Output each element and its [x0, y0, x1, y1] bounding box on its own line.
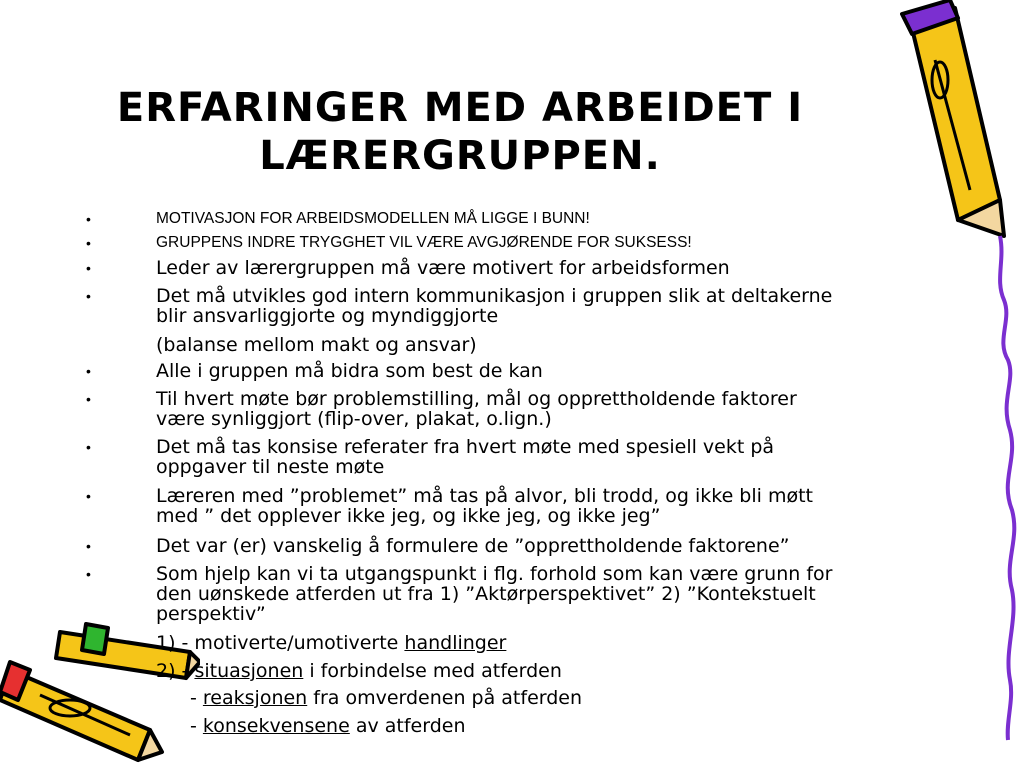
- item-line: Til hvert møte bør problemstilling, mål og opprettholdende faktorer: [156, 388, 797, 410]
- item-text: [156, 486, 916, 526]
- sub-item-text: [156, 661, 916, 681]
- bullet-icon: •: [86, 235, 91, 251]
- item-text: [156, 437, 916, 477]
- item-line: være synliggjort (flip-over, plakat, o.lign.): [156, 408, 552, 430]
- bullet-icon: •: [86, 211, 91, 227]
- sub-item-text: [156, 633, 916, 653]
- item-text: Leder av lærergruppen må være motivert for arbeidsformen: [156, 257, 730, 279]
- title-line-1: ERFARINGER MED ARBEIDET I: [116, 85, 804, 131]
- link-konsekvensene: konsekvensene: [202, 715, 350, 737]
- item-text: Alle i gruppen må bidra som best de kan: [156, 360, 543, 382]
- item-text: [156, 389, 916, 429]
- item-line: med ” det opplever ikke jeg, og ikke jeg, og ikke jeg”: [156, 505, 661, 527]
- item-text: [156, 286, 916, 326]
- bullet-icon: •: [86, 260, 91, 276]
- bullet-icon: •: [86, 538, 91, 554]
- item-line: den uønskede atferden ut fra 1) ”Aktørperspektivet” 2) ”Kontekstuelt: [156, 583, 816, 605]
- item-line: blir ansvarliggjorte og myndiggjorte: [156, 305, 499, 327]
- pencils-left-icon: [0, 600, 200, 768]
- item-text: MOTIVASJON FOR ARBEIDSMODELLEN MÅ LIGGE I BUNN!: [156, 210, 590, 227]
- sub-item-suffix: av atferden: [349, 715, 466, 737]
- slide-title: [60, 84, 860, 180]
- item-text: (balanse mellom makt og ansvar): [156, 334, 477, 356]
- bullet-icon: •: [86, 488, 91, 504]
- sub-item-prefix: -: [190, 715, 203, 737]
- bullet-icon: •: [86, 288, 91, 304]
- item-line: Det må tas konsise referater fra hvert møte med spesiell vekt på: [156, 436, 775, 458]
- sub-item-prefix: 2) -: [156, 660, 195, 682]
- sub-item-suffix: i forbindelse med atferden: [303, 660, 562, 682]
- title-line-2: LÆRERGRUPPEN.: [259, 133, 661, 179]
- item-text: [156, 564, 916, 624]
- sub-item-text: [190, 688, 950, 708]
- item-line: Som hjelp kan vi ta utgangspunkt i flg. forhold som kan være grunn for: [156, 563, 833, 585]
- sub-item-prefix: 1) - motiverte/umotiverte: [156, 632, 405, 654]
- sub-item-text: [190, 716, 950, 736]
- item-text: GRUPPENS INDRE TRYGGHET VIL VÆRE AVGJØRENDE FOR SUKSESS!: [156, 234, 692, 251]
- sub-item-suffix: fra omverdenen på atferden: [307, 687, 583, 709]
- link-reaksjonen: reaksjonen: [202, 687, 308, 709]
- bullet-icon: •: [86, 363, 91, 379]
- bullet-icon: •: [86, 566, 91, 582]
- link-handlinger: handlinger: [404, 632, 507, 654]
- bullet-icon: •: [86, 391, 91, 407]
- item-line: perspektiv”: [156, 603, 266, 625]
- bullet-icon: •: [86, 439, 91, 455]
- item-line: oppgaver til neste møte: [156, 456, 385, 478]
- item-line: Læreren med ”problemet” må tas på alvor, bli trodd, og ikke bli møtt: [156, 485, 813, 507]
- sub-item-prefix: -: [190, 687, 203, 709]
- pencil-right-icon: [900, 0, 1024, 768]
- link-situasjonen: situasjonen: [194, 660, 304, 682]
- item-text: Det var (er) vanskelig å formulere de ”opprettholdende faktorene”: [156, 535, 790, 557]
- item-line: Det må utvikles god intern kommunikasjon i gruppen slik at deltakerne: [156, 285, 833, 307]
